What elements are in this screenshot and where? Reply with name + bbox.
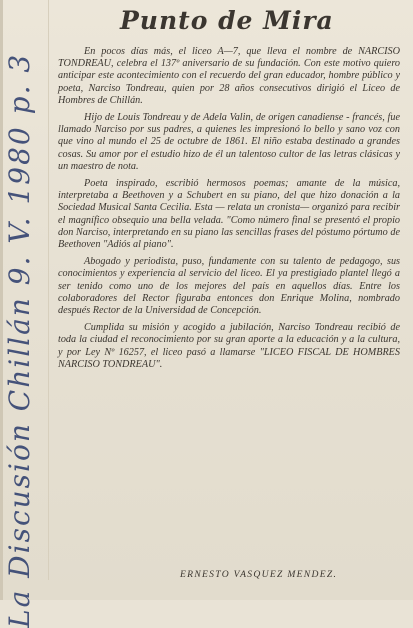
article-body (58, 46, 400, 376)
column-title: Punto de Mira (120, 6, 334, 35)
article-paragraph: En pocos días más, el liceo A—7, que lleva el nombre de NARCISO TONDREAU, celebra el 137º aniversario de su fundación. Con este motivo quiero anticipar este acontecimiento con el recuerdo del gran educador, hombre público y poeta, Narciso Tondreau, quien por 28 años consecutivos dirigió el Liceo de Hombres de Chillán. (58, 46, 400, 106)
article-paragraph: Poeta inspirado, escribió hermosos poemas; amante de la música, interpretaba a Beethoven y a Schubert en su piano, del que hizo donación a la Sociedad Musical Santa Cecilia. Esta — relata un cronista— organizó para recibir el magnífico obsequio una bella velada. "Como número final se presentó el propio don Narciso, interpretando en su piano las sencillas frases del póstumo pórtumo de Beethoven "Adiós al piano". (58, 178, 400, 251)
article-paragraph: Hijo de Louis Tondreau y de Adela Valin, de origen canadiense - francés, fue llamado Narciso por sus padres, a quienes les impresionó lo bello y sano voz con que vino al mundo el 25 de octubre de 1861. El niño estaba destinado a grandes cosas. Su amor por el estudio hizo de él un talentoso cultor de las letras clásicas y un maestro de nota. (58, 112, 400, 172)
column-fold-line (48, 0, 49, 580)
article-paragraph: Abogado y periodista, puso, fundamente con su talento de pedagogo, sus conocimientos y experiencia al servicio del liceo. El ya prestigiado plantel llegó a ser tenido como uno de los mejores del país en aquellos días. Entre los colaboradores del Rector figuraba entonces don Enrique Molina, nombrado después Rector de la Universidad de Concepción. (58, 256, 400, 317)
handwritten-source-note: La Discusión Chillán 9. V. 1980 p. 3 (3, 52, 36, 628)
author-signature: ERNESTO VASQUEZ MENDEZ. (180, 569, 338, 580)
article-paragraph: Cumplida su misión y acogido a jubilación, Narciso Tondreau recibió de toda la ciudad el reconocimiento por su gran aporte a la educación y a la cultura, y por Ley Nº 16257, el liceo pasó a llamarse "LICEO FISCAL DE HOMBRES NARCISO TONDREAU". (58, 322, 400, 370)
